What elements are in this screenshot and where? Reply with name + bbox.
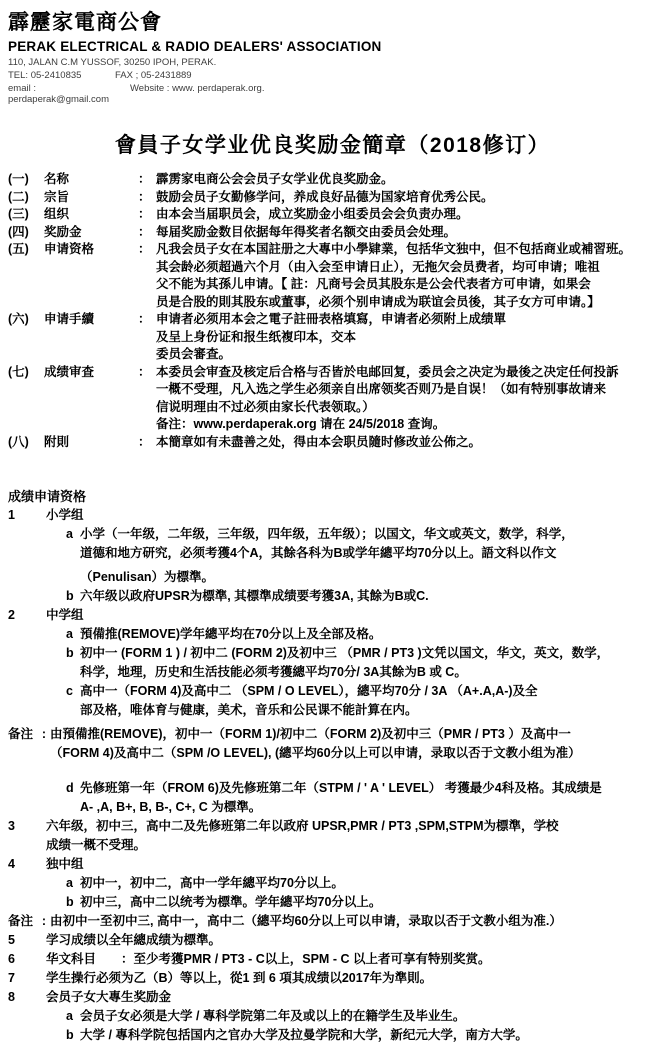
clause-colon: ： xyxy=(138,242,151,256)
clause-text-line: 霹雳家电商公会会员子女学业优良奖励金。 xyxy=(156,172,394,186)
clause-text-line: 每届奖励金数目依据每年得奖者名额交由委员会处理。 xyxy=(156,224,457,239)
org-name-chinese: 霹靂家電商公會 xyxy=(8,10,162,34)
sub-letter: c xyxy=(66,684,73,698)
row-text: 学习成绩以全年總成绩为標準。 xyxy=(46,933,222,947)
clause-text-line: 凡我会员子女在本国註册之大專中小學肄業，包括华文独中，但不包括商业或補習班。 xyxy=(156,242,632,256)
email-address: email : perdaperak@gmail.com xyxy=(8,83,109,105)
clause-text-line: 本委员会审查及核定后合格与否皆於电邮回复，委员会之决定为最後之决定任何投訴 xyxy=(156,364,619,379)
sub-line: 高中一（FORM 4)及高中二 （SPM / O LEVEL），總平均70分 / 3A （A+.A,A-)及全 xyxy=(80,684,538,698)
row-number: 1 xyxy=(8,508,15,522)
row-text: 小学组 xyxy=(46,508,84,522)
rule-government-exams xyxy=(8,817,657,855)
clause-colon: ： xyxy=(138,224,151,239)
clause-colon: ： xyxy=(138,312,151,326)
sub-line: （Penulisan）为標準。 xyxy=(80,570,215,584)
sub-line: 六年级以政府UPSR为標準, 其標準成绩要考獲3A, 其餘为B或C. xyxy=(80,589,429,603)
clause-number: (六) xyxy=(8,312,29,326)
sub-item xyxy=(66,893,657,912)
remark-label: 备注 xyxy=(8,914,34,928)
clause-number: (三) xyxy=(8,207,29,221)
clause-number: (一) xyxy=(8,172,29,186)
clause-list xyxy=(8,171,657,451)
clause-text-line: 由本会当届职员会，成立奖励金小组委员会会负责办理。 xyxy=(156,207,469,221)
clause-number: (七) xyxy=(8,364,29,379)
group-primary xyxy=(8,506,657,525)
tel-number: TEL: 05-2410835 xyxy=(8,70,82,81)
sub-line: 小学（一年级，二年级，三年级，四年级，五年级）；以国文，华文或英文，数学，科学， xyxy=(80,527,574,541)
clause-remark-line: 备注：www.perdaperak.org 请在 24/5/2018 查询。 xyxy=(156,417,446,431)
row-text: 成绩一概不受理。 xyxy=(46,838,147,852)
clause-text-line: 一概不受理，凡入选之学生必须亲自出席领奖否则乃是自误！（如有特别事故请来 xyxy=(156,382,607,396)
group-secondary xyxy=(8,606,657,625)
rule-annual-results xyxy=(8,931,657,950)
sub-item xyxy=(66,587,657,606)
sub-line: 会员子女必须是大学 / 專科学院第二年及或以上的在籍学生及毕业生。 xyxy=(80,1009,466,1023)
letterhead xyxy=(8,6,657,105)
website-address: Website : www. perdaperak.org. xyxy=(130,83,265,94)
clause-label: 名称 xyxy=(44,172,70,186)
rule-chinese-subject xyxy=(8,950,657,969)
section-title: 成绩申请资格 xyxy=(8,489,87,504)
clause-text-line: 及呈上身份证和报生纸複印本，交本 xyxy=(156,329,357,344)
sub-letter: a xyxy=(66,527,73,541)
row-number: 3 xyxy=(8,819,15,833)
clause-text-line: 员是合股的則其股东或董事，必须个别申请成为联谊会员後，其子女方可申请。】 xyxy=(156,294,600,309)
clause-number: (五) xyxy=(8,242,29,256)
sub-letter: b xyxy=(66,646,74,660)
clause-label: 申请手續 xyxy=(44,312,95,326)
sub-line: 科学，地理，历史和生活技能必须考獲總平均70分/ 3A其餘为B 或 C。 xyxy=(80,665,467,679)
results-section xyxy=(8,487,657,1045)
clause-colon: ： xyxy=(138,434,151,449)
results-list xyxy=(8,506,657,1045)
sub-line: 初中一 (FORM 1 ) / 初中二 (FORM 2)及初中三 （PMR / PT3 )文凭以国文，华文，英文，数学， xyxy=(80,646,610,660)
clause-label: 附則 xyxy=(44,434,70,449)
sub-item xyxy=(66,1026,657,1045)
remark-row xyxy=(8,912,657,931)
sub-letter: a xyxy=(66,627,73,641)
clause-text-line: 信说明理由不过必须由家长代表领取。） xyxy=(156,399,375,414)
page-title: 會員子女学业优良奖励金簡章（2018修订） xyxy=(114,134,551,157)
sub-letter: a xyxy=(66,876,73,890)
row-number: 5 xyxy=(8,933,15,947)
row-text: 独中组 xyxy=(46,857,84,871)
clause-colon: ： xyxy=(138,364,151,379)
clause-text-line: 本簡章如有未盡善之处，得由本会职员隨时修改並公佈之。 xyxy=(156,434,482,449)
sub-line: A- ,A, B+, B, B-, C+, C 为標準。 xyxy=(80,800,262,814)
row-text: 华文科目 ：至少考獲PMR / PT3 - C以上，SPM - C 以上者可享有特别奖赏。 xyxy=(46,952,491,966)
clause-number: (四) xyxy=(8,224,29,239)
sub-letter: b xyxy=(66,895,74,909)
clause-eligibility xyxy=(8,241,657,311)
sub-letter: b xyxy=(66,589,74,603)
rule-conduct xyxy=(8,969,657,988)
row-number: 2 xyxy=(8,608,15,622)
remark-colon: : xyxy=(41,914,47,928)
remark-colon: : xyxy=(41,727,47,741)
fax-number: FAX ; 05-2431889 xyxy=(115,70,192,81)
sub-item xyxy=(66,1007,657,1026)
clause-number: (二) xyxy=(8,189,29,204)
clause-purpose xyxy=(8,189,657,207)
sub-letter: b xyxy=(66,1028,74,1042)
clause-organization xyxy=(8,206,657,224)
clause-label: 申请资格 xyxy=(44,242,95,256)
sub-line: 道德和地方研究，必须考獲4个A，其餘各科为B或学年總平均70分以上。語文科以作文 xyxy=(80,546,557,560)
group-independent xyxy=(8,855,657,874)
row-text: 学生操行必须为乙（B）等以上，從1 到 6 項其成绩以2017年为準則。 xyxy=(46,971,433,985)
clause-text-line: 鼓励会员子女勤修学问，养成良好品德为国家培育优秀公民。 xyxy=(156,189,494,204)
row-number: 8 xyxy=(8,990,15,1004)
row-text: 中学组 xyxy=(46,608,84,622)
sub-line: 部及格，唯体育与健康，美术，音乐和公民课不能計算在内。 xyxy=(80,703,418,717)
sub-item xyxy=(66,625,657,644)
contact-row xyxy=(8,83,657,105)
sub-line: 初中一，初中二，高中一学年總平均70分以上。 xyxy=(80,876,344,890)
row-number: 7 xyxy=(8,971,15,985)
remark-row xyxy=(8,725,657,763)
remark-line: （FORM 4)及高中二（SPM /O LEVEL), (總平均60分以上可以申请，录取以否于文教小组为准） xyxy=(50,746,581,760)
clause-text-line: 其会龄必须超過六个月（由入会至申请日止），无拖欠会员费者，均可申请；唯祖 xyxy=(156,259,600,274)
row-number: 4 xyxy=(8,857,15,871)
phone-row xyxy=(8,70,657,81)
sub-item xyxy=(66,644,657,682)
clause-appendix xyxy=(8,434,657,452)
clause-text-line: 申请者必须用本会之電子註冊表格填寫，申请者必须附上成绩單 xyxy=(156,312,507,326)
clause-colon: ： xyxy=(138,172,151,186)
sub-line: 預備推(REMOVE)学年總平均在70分以上及全部及格。 xyxy=(80,627,382,641)
remark-label: 备注 xyxy=(8,727,34,741)
clause-label: 成绩审查 xyxy=(44,364,95,379)
clause-text-line: 委员会審查。 xyxy=(156,347,232,361)
clause-award xyxy=(8,224,657,242)
sub-line: 大学 / 專科学院包括国内之官办大学及拉曼学院和大学，新纪元大学，南方大学。 xyxy=(80,1028,528,1042)
clause-review xyxy=(8,364,657,434)
clause-colon: ： xyxy=(138,207,151,221)
clause-label: 组织 xyxy=(44,207,70,221)
sub-item xyxy=(66,779,657,817)
sub-letter: a xyxy=(66,1009,73,1023)
sub-item xyxy=(66,525,657,587)
clause-colon: ： xyxy=(138,189,151,204)
sub-line: 先修班第一年（FROM 6)及先修班第二年（STPM / ' A ' LEVEL） 考獲最少4科及格。其成绩是 xyxy=(80,781,602,795)
sub-line: 初中三，高中二以统考为標準。学年總平均70分以上。 xyxy=(80,895,382,909)
clause-number: (八) xyxy=(8,434,29,449)
row-text: 会员子女大專生奖励金 xyxy=(46,990,172,1004)
sub-letter: d xyxy=(66,781,74,795)
clause-text-line: 父不能为其孫儿申请。【 註：凡商号会员其股东是公会代表者方可申请，如果会 xyxy=(156,277,591,291)
row-number: 6 xyxy=(8,952,15,966)
clause-name xyxy=(8,171,657,189)
sub-item xyxy=(66,682,657,720)
clause-procedure xyxy=(8,311,657,364)
org-name-english: PERAK ELECTRICAL & RADIO DEALERS' ASSOCIATION xyxy=(8,39,382,54)
org-address: 110, JALAN C.M YUSSOF, 30250 IPOH, PERAK. xyxy=(8,57,217,68)
clause-label: 宗旨 xyxy=(44,189,70,204)
group-tertiary xyxy=(8,988,657,1007)
remark-line: 由預備推(REMOVE)，初中一（FORM 1)/初中二（FORM 2)及初中三（PMR / PT3 ）及高中一 xyxy=(50,727,571,741)
remark-line: 由初中一至初中三, 高中一，高中二（總平均60分以上可以申请，录取以否于文教小组为准.） xyxy=(50,914,562,928)
sub-item xyxy=(66,874,657,893)
clause-label: 奖励金 xyxy=(44,224,82,239)
row-text: 六年级，初中三，高中二及先修班第二年以政府 UPSR,PMR / PT3 ,SPM,STPM为標準，学校 xyxy=(46,819,559,833)
